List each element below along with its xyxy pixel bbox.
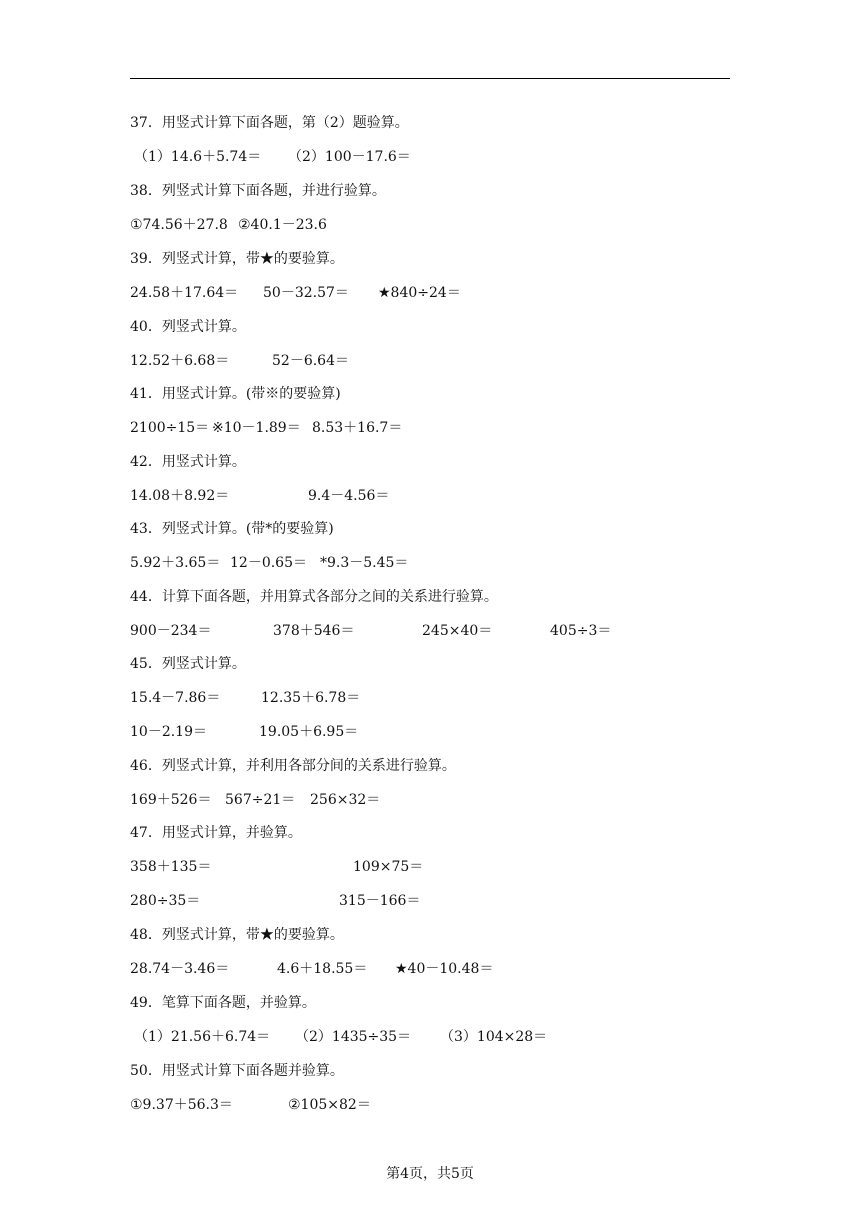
page-footer: 第4页，共5页: [386, 1166, 474, 1182]
question-39-title: 39．列竖式计算，带★的要验算。: [130, 251, 344, 267]
problem: 256×32＝: [310, 792, 381, 808]
question-44-title: 44．计算下面各题，并用算式各部分之间的关系进行验算。: [130, 589, 498, 605]
question-37-title: 37．用竖式计算下面各题，第（2）题验算。: [130, 115, 409, 131]
problem: （2）1435÷35＝: [295, 1029, 412, 1045]
problem: 358＋135＝: [130, 859, 212, 875]
problem: 8.53＋16.7＝: [312, 420, 403, 436]
question-48-title: 48．列竖式计算，带★的要验算。: [130, 927, 344, 943]
question-42-title: 42．用竖式计算。: [130, 454, 246, 470]
problem: 109×75＝: [353, 859, 424, 875]
problem: 28.74－3.46＝: [130, 961, 230, 977]
question-50-title: 50．用竖式计算下面各题并验算。: [130, 1063, 344, 1079]
problem: ①9.37＋56.3＝: [130, 1097, 233, 1113]
problem: 169＋526＝: [130, 792, 212, 808]
problem: 12.35＋6.78＝: [261, 690, 361, 706]
problem: 10－2.19＝: [130, 724, 207, 740]
problem: ②40.1－23.6: [238, 217, 327, 233]
problem: （1）21.56＋6.74＝: [134, 1029, 271, 1045]
problem: *9.3－5.45＝: [320, 555, 409, 571]
problem: 405÷3＝: [550, 623, 612, 639]
problem: ★40－10.48＝: [395, 961, 494, 977]
question-38-title: 38．列竖式计算下面各题，并进行验算。: [130, 183, 386, 199]
problem: ※10－1.89＝: [212, 420, 301, 436]
problem: 245×40＝: [422, 623, 493, 639]
question-49-title: 49．笔算下面各题，并验算。: [130, 995, 316, 1011]
problem: 9.4－4.56＝: [308, 488, 390, 504]
problem: 15.4－7.86＝: [130, 690, 221, 706]
question-45-title: 45．列竖式计算。: [130, 656, 246, 672]
problem: 14.08＋8.92＝: [130, 488, 230, 504]
problem: 50－32.57＝: [263, 285, 349, 301]
question-43-title: 43．列竖式计算。(带*的要验算): [130, 521, 334, 537]
problem: 567÷21＝: [225, 792, 296, 808]
problem: （1）14.6＋5.74＝: [134, 149, 262, 165]
problem: 24.58＋17.64＝: [130, 285, 239, 301]
problem: 315－166＝: [339, 893, 421, 909]
problem: ②105×82＝: [288, 1097, 371, 1113]
problem: 900－234＝: [130, 623, 212, 639]
header-rule: [130, 78, 730, 79]
problem: 280÷35＝: [130, 893, 201, 909]
question-40-title: 40．列竖式计算。: [130, 319, 246, 335]
question-47-title: 47．用竖式计算，并验算。: [130, 825, 302, 841]
problem: （2）100－17.6＝: [288, 149, 411, 165]
problem: 5.92＋3.65＝: [130, 555, 221, 571]
problem: ★840÷24＝: [378, 285, 461, 301]
problem: 12－0.65＝: [230, 555, 307, 571]
problem: 2100÷15＝: [130, 420, 210, 436]
problem: （3）104×28＝: [440, 1029, 548, 1045]
question-46-title: 46．列竖式计算，并利用各部分间的关系进行验算。: [130, 758, 456, 774]
problem: 4.6＋18.55＝: [277, 961, 368, 977]
problem: 52－6.64＝: [272, 353, 349, 369]
problem: 19.05＋6.95＝: [259, 724, 359, 740]
problem: 378＋546＝: [273, 623, 355, 639]
question-41-title: 41．用竖式计算。(带※的要验算): [130, 386, 341, 402]
problem: ①74.56＋27.8: [130, 217, 228, 233]
problem: 12.52＋6.68＝: [130, 353, 230, 369]
